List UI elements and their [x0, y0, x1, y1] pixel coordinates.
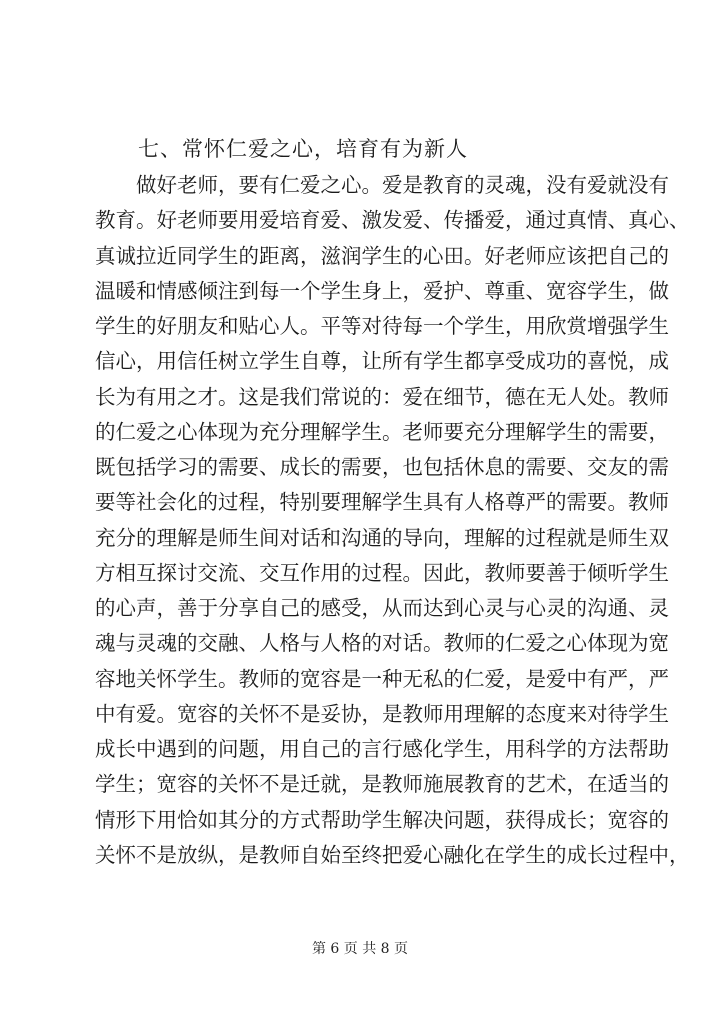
- paragraph-line: 长为有用之才。这是我们常说的：爱在细节，德在无人处。教师: [95, 384, 669, 409]
- paragraph-line: 关怀不是放纵，是教师自始至终把爱心融化在学生的成长过程中，: [95, 842, 690, 867]
- paragraph-line: 既包括学习的需要、成长的需要，也包括休息的需要、交友的需: [95, 455, 669, 479]
- paragraph-line: 魂与灵魂的交融、人格与人格的对话。教师的仁爱之心体现为宽: [95, 631, 669, 656]
- paragraph-line: 成长中遇到的问题，用自己的言行感化学生，用科学的方法帮助: [95, 737, 669, 761]
- section-heading: 七、常怀仁爱之心，培育有为新人: [138, 137, 468, 161]
- paragraph-line: 真诚拉近同学生的距离，滋润学生的心田。好老师应该把自己的: [95, 243, 669, 268]
- paragraph-line: 要等社会化的过程，特别要理解学生具有人格尊严的需要。教师: [95, 490, 669, 515]
- paragraph-line: 充分的理解是师生间对话和沟通的导向，理解的过程就是师生双: [95, 525, 669, 550]
- paragraph-line: 学生的好朋友和贴心人。平等对待每一个学生，用欣赏增强学生: [95, 314, 669, 338]
- page-number-footer: 第 6 页 共 8 页: [311, 941, 409, 957]
- paragraph-line: 情形下用恰如其分的方式帮助学生解决问题，获得成长；宽容的: [95, 807, 669, 832]
- paragraph-line: 教育。好老师要用爱培育爱、激发爱、传播爱，通过真情、真心、: [95, 208, 690, 233]
- paragraph-line: 做好老师，要有仁爱之心。爱是教育的灵魂，没有爱就没有: [136, 173, 669, 197]
- paragraph-line: 的心声，善于分享自己的感受，从而达到心灵与心灵的沟通、灵: [95, 596, 669, 620]
- paragraph-line: 方相互探讨交流、交互作用的过程。因此，教师要善于倾听学生: [95, 560, 669, 585]
- paragraph-line: 的仁爱之心体现为充分理解学生。老师要充分理解学生的需要，: [95, 419, 669, 444]
- body-text: [95, 168, 690, 873]
- paragraph-line: 中有爱。宽容的关怀不是妥协，是教师用理解的态度来对待学生: [95, 701, 669, 726]
- paragraph-line: 容地关怀学生。教师的宽容是一种无私的仁爱，是爱中有严，严: [95, 666, 669, 691]
- paragraph-line: 信心，用信任树立学生自尊，让所有学生都享受成功的喜悦，成: [95, 349, 669, 374]
- paragraph-line: 温暖和情感倾注到每一个学生身上，爱护、尊重、宽容学生，做: [95, 278, 669, 303]
- paragraph-line: 学生；宽容的关怀不是迁就，是教师施展教育的艺术，在适当的: [95, 772, 669, 797]
